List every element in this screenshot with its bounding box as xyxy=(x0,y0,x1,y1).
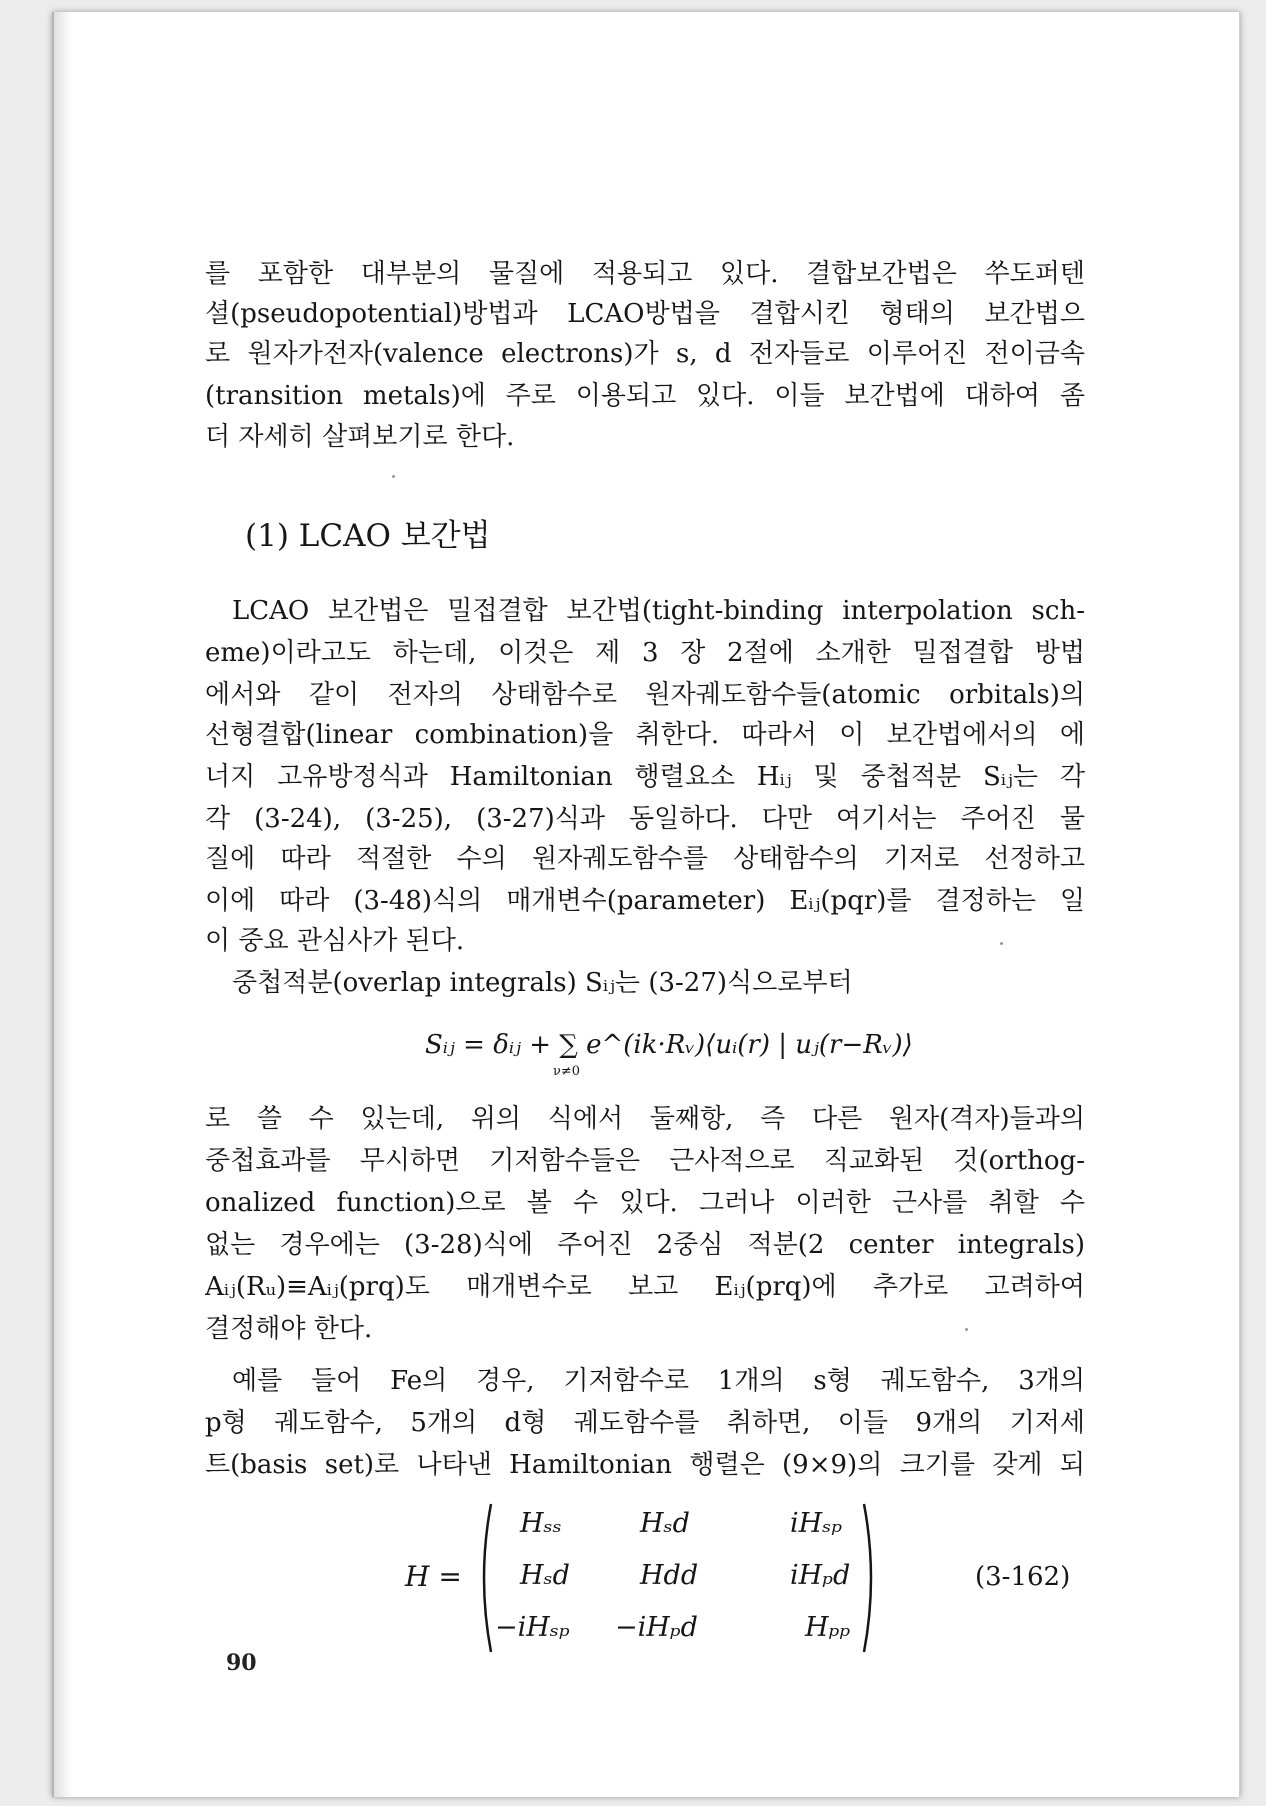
matrix-cell: Hₚₚ xyxy=(805,1612,851,1643)
text-line: 를 포함한 대부분의 물질에 적용되고 있다. 결합보간법은 쑤도퍼텐 xyxy=(205,259,1085,289)
text-line: 셜(pseudopotential)방법과 LCAO방법을 결합시킨 형태의 보간법으 xyxy=(205,299,1085,329)
equation-number: (3-162) xyxy=(975,1562,1071,1592)
text-line: 이 중요 관심사가 된다. xyxy=(205,926,465,956)
text-line: 중첩효과를 무시하면 기저함수들은 근사적으로 직교화된 것(orthog- xyxy=(205,1146,1085,1176)
page-number: 90 xyxy=(226,1650,257,1676)
text-line: 너지 고유방정식과 Hamiltonian 행렬요소 Hᵢⱼ 및 중첩적분 Sᵢⱼ는 각 xyxy=(205,762,1085,792)
text-line: 예를 들어 Fe의 경우, 기저함수로 1개의 s형 궤도함수, 3개의 xyxy=(232,1366,1085,1396)
text-line: 로 쓸 수 있는데, 위의 식에서 둘째항, 즉 다른 원자(격자)들과의 xyxy=(205,1104,1085,1134)
text-line: 더 자세히 살펴보기로 한다. xyxy=(205,422,515,452)
text-line: 로 원자가전자(valence electrons)가 s, d 전자들로 이루어진 전이금속 xyxy=(205,339,1085,369)
left-parenthesis xyxy=(475,1500,495,1656)
matrix-cell: Hdd xyxy=(640,1560,699,1591)
text-line: 없는 경우에는 (3-28)식에 주어진 2중심 적분(2 center integrals) xyxy=(205,1230,1085,1260)
overlap-equation xyxy=(425,1030,985,1079)
text-line: 에서와 같이 전자의 상태함수로 원자궤도함수들(atomic orbitals)의 xyxy=(205,680,1085,710)
matrix-cell: Hₛₛ xyxy=(520,1508,562,1539)
text-line: 결정해야 한다. xyxy=(205,1314,373,1344)
text-line: 이에 따라 (3-48)식의 매개변수(parameter) Eᵢⱼ(pqr)를 결정하는 일 xyxy=(205,886,1085,916)
scan-speck xyxy=(392,475,395,478)
text-line: 질에 따라 적절한 수의 원자궤도함수를 상태함수의 기저로 선정하고 xyxy=(205,844,1085,874)
text-line: (transition metals)에 주로 이용되고 있다. 이들 보간법에 대하여 좀 xyxy=(205,381,1085,411)
text-line: 각 (3-24), (3-25), (3-27)식과 동일하다. 다만 여기서는 주어진 물 xyxy=(205,804,1085,834)
right-parenthesis xyxy=(860,1500,880,1656)
hamiltonian-matrix-equation xyxy=(405,1500,1105,1660)
section-heading: (1) LCAO 보간법 xyxy=(245,518,491,554)
text-line: 선형결합(linear combination)을 취한다. 따라서 이 보간법에서의 에 xyxy=(205,720,1085,750)
matrix-cell: Hₛd xyxy=(640,1508,690,1539)
matrix-cell: −iHₛₚ xyxy=(495,1612,570,1643)
text-line: 중첩적분(overlap integrals) Sᵢⱼ는 (3-27)식으로부터 xyxy=(232,968,853,998)
text-line: 트(basis set)로 나타낸 Hamiltonian 행렬은 (9×9)의 크기를 갖게 되 xyxy=(205,1450,1085,1480)
text-line: p형 궤도함수, 5개의 d형 궤도함수를 취하면, 이들 9개의 기저세 xyxy=(205,1408,1085,1438)
equation-body: Sᵢⱼ = δᵢⱼ + ∑ e^(ik·Rᵥ)⟨uᵢ(r) | uⱼ(r−Rᵥ)⟩ xyxy=(425,1030,913,1060)
binding-shadow xyxy=(54,12,72,1797)
scan-speck xyxy=(965,1328,968,1331)
scan-speck xyxy=(1000,942,1003,945)
text-line: eme)이라고도 하는데, 이것은 제 3 장 2절에 소개한 밀접결합 방법 xyxy=(205,638,1085,668)
matrix-cell: Hₛd xyxy=(520,1560,570,1591)
text-line: onalized function)으로 볼 수 있다. 그러나 이러한 근사를 취할 수 xyxy=(205,1188,1085,1218)
matrix-cell: −iHₚd xyxy=(615,1612,698,1643)
matrix-lhs: H = xyxy=(405,1560,462,1593)
text-line: Aᵢⱼ(Rᵤ)≡Aᵢⱼ(prq)도 매개변수로 보고 Eᵢⱼ(prq)에 추가로 고려하여 xyxy=(205,1272,1085,1302)
summation-index: ν≠0 xyxy=(553,1064,581,1079)
text-line: LCAO 보간법은 밀접결합 보간법(tight-binding interpolation sch- xyxy=(232,596,1085,626)
matrix-cell: iHₛₚ xyxy=(790,1508,843,1539)
matrix-cell: iHₚd xyxy=(790,1560,851,1591)
